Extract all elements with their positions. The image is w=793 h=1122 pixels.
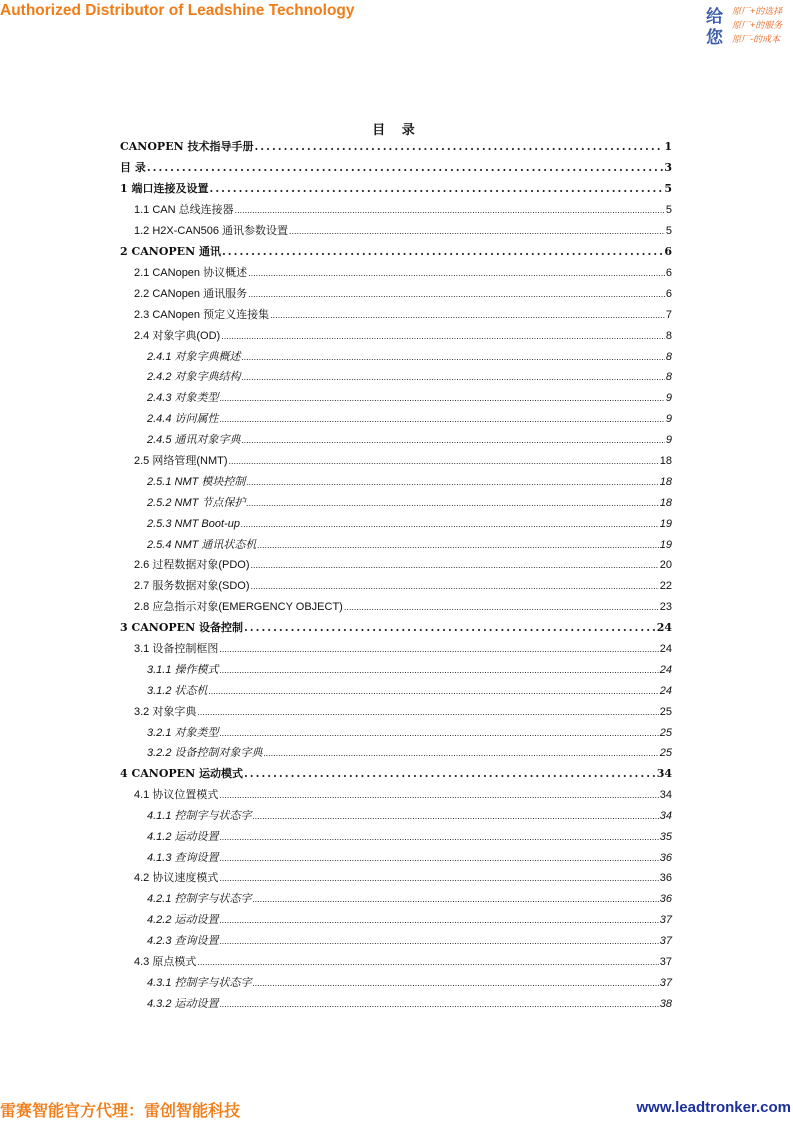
toc-entry-label: 3.2 对象字典	[134, 706, 197, 718]
toc-entry-page: 36	[659, 893, 672, 905]
toc-dot-leader	[242, 348, 665, 366]
toc-entry[interactable]	[147, 368, 672, 386]
toc-entry[interactable]	[134, 640, 672, 658]
toc-entry[interactable]	[120, 180, 672, 198]
toc-dot-leader	[219, 786, 658, 804]
toc-entry-label: 2.4 对象字典(OD)	[134, 330, 221, 342]
toc-entry-page: 34	[659, 789, 672, 801]
company-logo	[705, 2, 793, 46]
toc-entry[interactable]	[134, 452, 672, 470]
toc-entry-page: 8	[665, 330, 672, 342]
toc-entry-label: 1.2 H2X-CAN506 通讯参数设置	[134, 225, 289, 237]
toc-entry-page: 3	[664, 161, 672, 174]
toc-entry[interactable]	[134, 264, 672, 282]
toc-entry-label: 4.2.3 查询设置	[147, 935, 219, 947]
toc-entry-label: 4.3 原点模式	[134, 956, 197, 968]
toc-entry[interactable]	[134, 285, 672, 303]
toc-dot-leader	[209, 180, 663, 198]
toc-entry[interactable]	[147, 536, 672, 554]
toc-dot-leader	[197, 953, 658, 971]
toc-dot-leader	[229, 452, 659, 470]
toc-entry-label: 2.6 过程数据对象(PDO)	[134, 559, 250, 571]
toc-entry-page: 5	[665, 225, 672, 237]
toc-entry-page: 9	[665, 434, 672, 446]
toc-dot-leader	[246, 473, 658, 491]
distributor-banner: Authorized Distributor of Leadshine Technology	[0, 2, 355, 19]
toc-entry-page: 35	[659, 831, 672, 843]
logo-slogan-3: 原厂-的成本	[732, 34, 780, 44]
toc-entry-page: 34	[656, 767, 672, 780]
toc-entry-label: 4.2.2 运动设置	[147, 914, 219, 926]
toc-entry-label: 2.4.1 对象字典概述	[147, 351, 241, 363]
toc-dot-leader	[219, 640, 658, 658]
logo-char-2: 您	[706, 28, 723, 48]
toc-dot-leader	[257, 536, 658, 554]
toc-entry[interactable]	[134, 327, 672, 345]
toc-entry[interactable]	[147, 932, 672, 950]
toc-entry[interactable]	[147, 724, 672, 742]
toc-entry[interactable]	[147, 974, 672, 992]
toc-entry-label: 2.5.1 NMT 模块控制	[147, 476, 246, 488]
toc-dot-leader	[220, 932, 659, 950]
toc-dot-leader	[147, 159, 664, 177]
toc-title: 目 录	[372, 123, 421, 138]
toc-entry-page: 5	[665, 204, 672, 216]
toc-entry[interactable]	[147, 744, 672, 762]
toc-entry-page: 19	[659, 518, 672, 530]
toc-entry-label: 2.7 服务数据对象(SDO)	[134, 580, 250, 592]
toc-entry[interactable]	[147, 682, 672, 700]
toc-entry-label: 2.1 CANopen 协议概述	[134, 267, 248, 279]
toc-entry[interactable]	[147, 807, 672, 825]
toc-entry-page: 6	[664, 245, 672, 258]
toc-dot-leader	[220, 724, 659, 742]
toc-entry-label: 2 CANOPEN 通讯	[120, 245, 221, 258]
toc-entry[interactable]	[134, 201, 672, 219]
footer-website-link[interactable]: www.leadtronker.com	[636, 1099, 791, 1116]
toc-entry-page: 9	[665, 413, 672, 425]
toc-dot-leader	[242, 431, 665, 449]
toc-entry-label: 3.1.1 操作模式	[147, 664, 219, 676]
toc-entry-page: 25	[659, 706, 672, 718]
toc-dot-leader	[220, 995, 659, 1013]
toc-entry[interactable]	[134, 306, 672, 324]
toc-entry-label: 2.4.5 通讯对象字典	[147, 434, 241, 446]
toc-entry[interactable]	[147, 473, 672, 491]
toc-entry-page: 6	[665, 288, 672, 300]
toc-entry-label: 4.2.1 控制字与状态字	[147, 893, 252, 905]
toc-entry-page: 24	[659, 643, 672, 655]
toc-entry[interactable]	[147, 410, 672, 428]
toc-dot-leader	[220, 410, 665, 428]
toc-dot-leader	[253, 974, 659, 992]
toc-entry[interactable]	[147, 389, 672, 407]
toc-entry[interactable]	[120, 243, 672, 261]
toc-entry-label: 4.3.1 控制字与状态字	[147, 977, 252, 989]
toc-entry[interactable]	[134, 953, 672, 971]
toc-dot-leader	[244, 619, 656, 637]
toc-entry-page: 20	[659, 559, 672, 571]
toc-entry[interactable]	[147, 890, 672, 908]
toc-dot-leader	[289, 222, 665, 240]
toc-entry[interactable]	[134, 786, 672, 804]
toc-entry-page: 22	[659, 580, 672, 592]
toc-entry-label: 2.4.2 对象字典结构	[147, 371, 241, 383]
toc-entry-label: 2.5.3 NMT Boot-up	[147, 518, 240, 530]
toc-dot-leader	[220, 911, 659, 929]
toc-entry[interactable]	[147, 431, 672, 449]
toc-entry[interactable]	[134, 869, 672, 887]
toc-entry-label: 3.1.2 状态机	[147, 685, 208, 697]
toc-entry[interactable]	[134, 703, 672, 721]
logo-slogan-2: 原厂+的服务	[732, 20, 783, 30]
toc-dot-leader	[251, 556, 659, 574]
toc-entry-label: 4.3.2 运动设置	[147, 998, 219, 1010]
toc-entry-page: 36	[659, 852, 672, 864]
toc-entry-page: 37	[659, 956, 672, 968]
toc-dot-leader	[251, 577, 659, 595]
toc-dot-leader	[197, 703, 658, 721]
toc-dot-leader	[253, 807, 659, 825]
toc-entry-label: 2.5.4 NMT 通讯状态机	[147, 539, 257, 551]
toc-entry-label: 1.1 CAN 总线连接器	[134, 204, 234, 216]
toc-entry-label: 2.3 CANopen 预定义连接集	[134, 309, 270, 321]
toc-dot-leader	[344, 598, 659, 616]
toc-entry-page: 25	[659, 727, 672, 739]
toc-entry-page: 37	[659, 914, 672, 926]
toc-entry-label: 1 端口连接及设置	[120, 182, 209, 195]
toc-entry-page: 34	[659, 810, 672, 822]
toc-entry-label: 4.2 协议速度模式	[134, 872, 219, 884]
toc-entry[interactable]	[134, 598, 672, 616]
toc-entry-page: 7	[665, 309, 672, 321]
toc-dot-leader	[220, 661, 659, 679]
toc-entry[interactable]	[147, 828, 672, 846]
toc-entry-page: 24	[659, 664, 672, 676]
toc-entry[interactable]	[147, 911, 672, 929]
toc-entry[interactable]	[134, 577, 672, 595]
toc-entry[interactable]	[134, 222, 672, 240]
toc-entry-page: 36	[659, 872, 672, 884]
toc-entry[interactable]	[120, 159, 672, 177]
toc-entry-label: 目 录	[120, 161, 146, 174]
toc-entry-page: 19	[659, 539, 672, 551]
toc-dot-leader	[235, 201, 665, 219]
toc-dot-leader	[220, 389, 665, 407]
logo-char-1: 给	[706, 7, 723, 27]
toc-entry[interactable]	[147, 494, 672, 512]
toc-entry[interactable]	[147, 849, 672, 867]
footer-agent-text: 雷赛智能官方代理：雷创智能科技	[0, 1103, 241, 1120]
toc-dot-leader	[246, 494, 658, 512]
toc-dot-leader	[253, 890, 659, 908]
toc-entry-label: 2.5.2 NMT 节点保护	[147, 497, 246, 509]
toc-entry-page: 18	[659, 497, 672, 509]
toc-dot-leader	[221, 327, 665, 345]
toc-dot-leader	[220, 828, 659, 846]
toc-entry-label: 2.2 CANopen 通讯服务	[134, 288, 248, 300]
toc-dot-leader	[241, 515, 659, 533]
toc-entry-label: 2.8 应急指示对象(EMERGENCY OBJECT)	[134, 601, 343, 613]
toc-entry-label: 3 CANOPEN 设备控制	[120, 621, 243, 634]
toc-entry[interactable]	[120, 765, 672, 783]
toc-entry[interactable]	[120, 138, 672, 156]
toc-entry-page: 6	[665, 267, 672, 279]
toc-entry-page: 23	[659, 601, 672, 613]
toc-entry-page: 24	[659, 685, 672, 697]
toc-entry-page: 8	[665, 371, 672, 383]
toc-entry-label: 3.2.1 对象类型	[147, 727, 219, 739]
toc-dot-leader	[264, 744, 659, 762]
toc-entry-label: 4.1.1 控制字与状态字	[147, 810, 252, 822]
toc-dot-leader	[220, 849, 659, 867]
toc-entry-label: 4.1 协议位置模式	[134, 789, 219, 801]
toc-entry-page: 5	[664, 182, 672, 195]
toc-dot-leader	[222, 243, 663, 261]
toc-entry-page: 38	[659, 998, 672, 1010]
toc-dot-leader	[254, 138, 663, 156]
toc-entry-label: 3.1 设备控制框图	[134, 643, 219, 655]
toc-entry-label: 4.1.2 运动设置	[147, 831, 219, 843]
toc-entry-label: CANOPEN 技术指导手册	[120, 140, 254, 153]
toc-entry-label: 4.1.3 查询设置	[147, 852, 219, 864]
toc-dot-leader	[270, 306, 665, 324]
toc-dot-leader	[209, 682, 659, 700]
toc-entry[interactable]	[134, 556, 672, 574]
toc-entry[interactable]	[120, 619, 672, 637]
toc-entry-page: 37	[659, 935, 672, 947]
toc-dot-leader	[219, 869, 658, 887]
toc-entry-page: 9	[665, 392, 672, 404]
toc-entry-label: 4 CANOPEN 运动模式	[120, 767, 243, 780]
toc-dot-leader	[248, 264, 665, 282]
toc-entry[interactable]	[147, 661, 672, 679]
toc-dot-leader	[242, 368, 665, 386]
toc-entry-page: 1	[664, 140, 672, 153]
toc-entry[interactable]	[147, 995, 672, 1013]
toc-entry-label: 2.4.4 访问属性	[147, 413, 219, 425]
toc-entry-label: 2.5 网络管理(NMT)	[134, 455, 228, 467]
toc-entry-label: 3.2.2 设备控制对象字典	[147, 747, 263, 759]
toc-entry[interactable]	[147, 515, 672, 533]
toc-entry-page: 18	[659, 455, 672, 467]
toc-entry-page: 25	[659, 747, 672, 759]
toc-entry-page: 18	[659, 476, 672, 488]
toc-entry-page: 24	[656, 621, 672, 634]
toc-entry-page: 8	[665, 351, 672, 363]
toc-entry-label: 2.4.3 对象类型	[147, 392, 219, 404]
logo-slogan-1: 原厂+的选择	[732, 6, 783, 16]
toc-dot-leader	[248, 285, 665, 303]
toc-entry[interactable]	[147, 348, 672, 366]
toc-entry-page: 37	[659, 977, 672, 989]
toc-dot-leader	[244, 765, 656, 783]
